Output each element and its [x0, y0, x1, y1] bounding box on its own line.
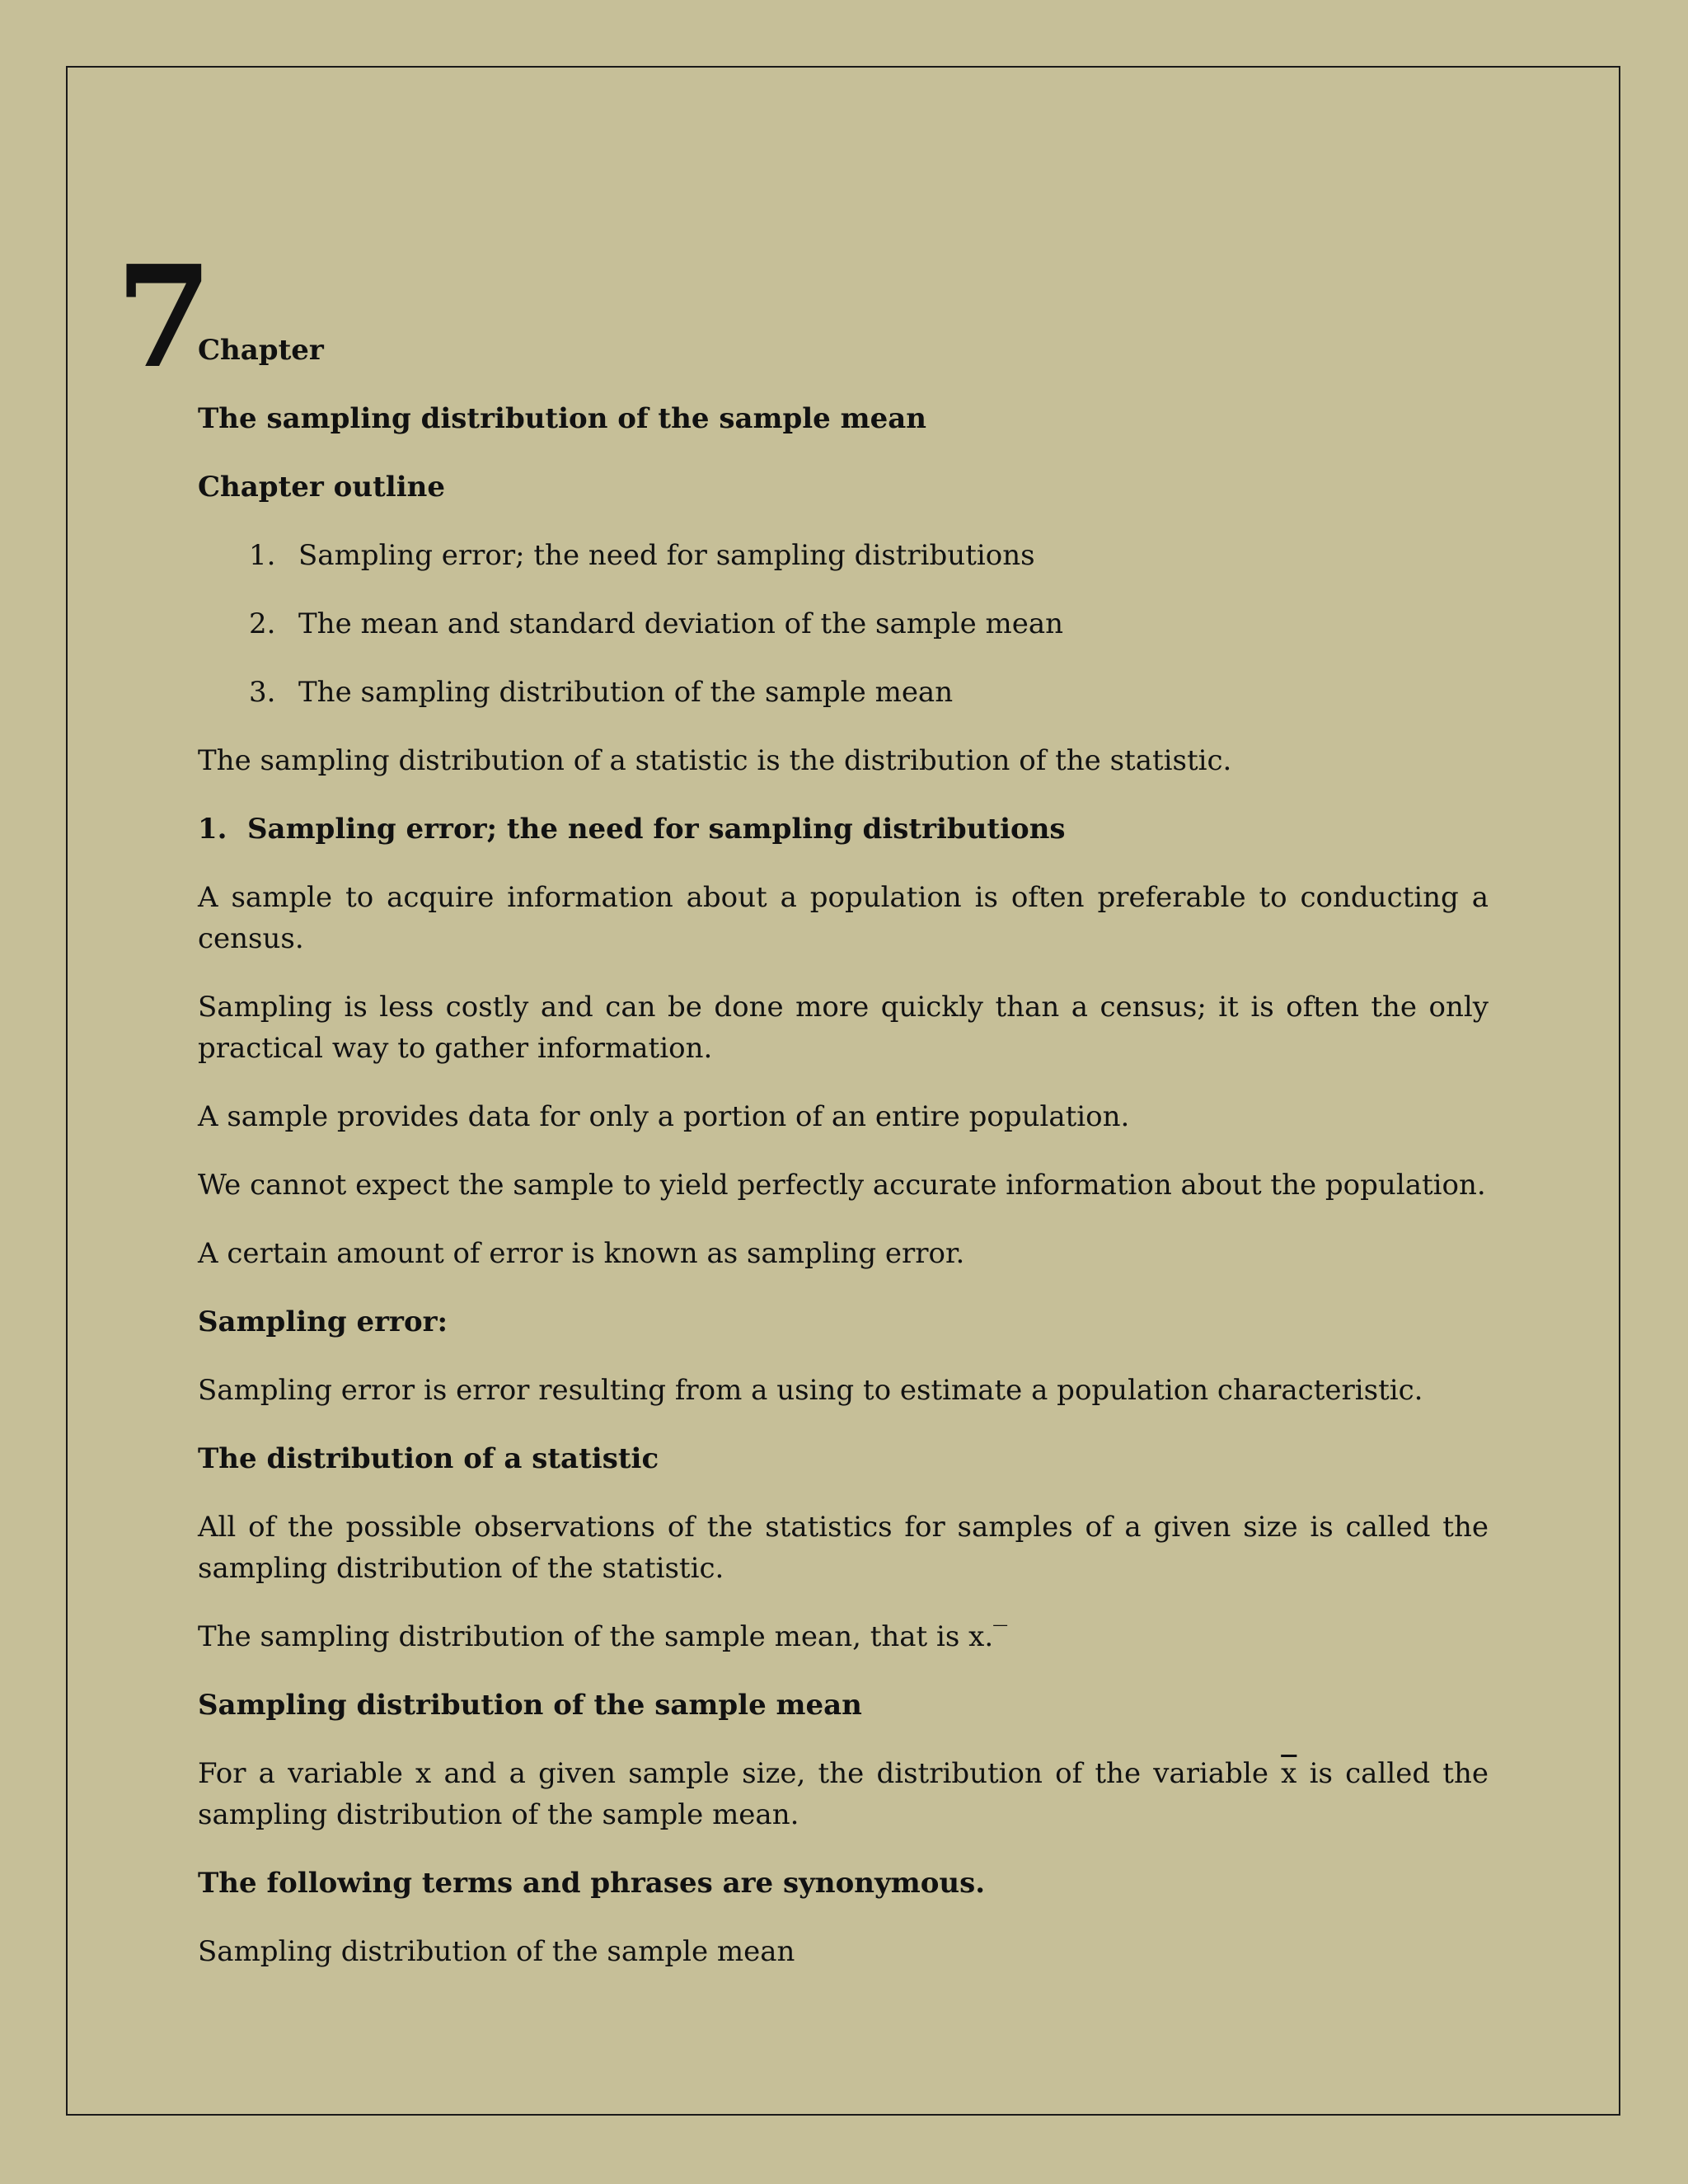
paragraph: A certain amount of error is known as sampling error. — [198, 1237, 965, 1270]
section-1-heading — [198, 808, 1489, 850]
outline-item — [198, 535, 1489, 576]
x-bar-symbol: $\overline{x}$ — [1281, 1757, 1297, 1790]
paragraph: A sample to acquire information about a population is often preferable to conducting a census. — [198, 881, 1489, 955]
sampling-error-heading: Sampling error: — [198, 1305, 448, 1338]
sdsm-definition — [198, 1753, 1489, 1835]
chapter-number: 7 — [115, 235, 213, 400]
outline-item — [198, 603, 1489, 644]
outline-item-text: The sampling distribution of the sample mean — [298, 676, 954, 709]
sampling-error-definition: Sampling error is error resulting from a using to estimate a population characteristic. — [198, 1374, 1423, 1407]
outline-heading: Chapter outline — [198, 471, 445, 504]
paragraph: A sample provides data for only a portion of an entire population. — [198, 1100, 1130, 1133]
paragraph: We cannot expect the sample to yield perfectly accurate information about the population. — [198, 1169, 1486, 1202]
section-1-title: Sampling error; the need for sampling distributions — [247, 813, 1066, 846]
outline-item — [198, 672, 1489, 713]
sdsm-text-after: is called the sampling distribution of the sample mean. — [198, 1757, 1489, 1831]
outline-item-number: 3. — [249, 676, 276, 709]
outline-item-number: 1. — [249, 539, 276, 572]
distribution-heading: The distribution of a statistic — [198, 1442, 659, 1475]
sample-mean-line: The sampling distribution of the sample mean, that is x.‾ — [198, 1620, 1008, 1653]
section-1-number: 1. — [198, 813, 227, 846]
sdsm-text-before: For a variable x and a given sample size, the distribution of the variable — [198, 1757, 1282, 1790]
outline-item-number: 2. — [249, 607, 276, 640]
sdsm-heading: Sampling distribution of the sample mean — [198, 1689, 862, 1722]
chapter-title: The sampling distribution of the sample mean — [198, 402, 926, 435]
page-content — [198, 330, 1489, 1999]
synonym-item: Sampling distribution of the sample mean — [198, 1935, 795, 1968]
paragraph: Sampling is less costly and can be done more quickly than a census; it is often the only practical way to gather information. — [198, 991, 1489, 1065]
distribution-definition: All of the possible observations of the statistics for samples of a given size is called the sampling distribution of the statistic. — [198, 1511, 1489, 1585]
synonyms-heading: The following terms and phrases are synonymous. — [198, 1867, 986, 1900]
chapter-label: Chapter — [198, 334, 324, 367]
outline-item-text: The mean and standard deviation of the sample mean — [298, 607, 1064, 640]
outline-item-text: Sampling error; the need for sampling distributions — [298, 539, 1035, 572]
intro-paragraph: The sampling distribution of a statistic is the distribution of the statistic. — [198, 744, 1232, 777]
